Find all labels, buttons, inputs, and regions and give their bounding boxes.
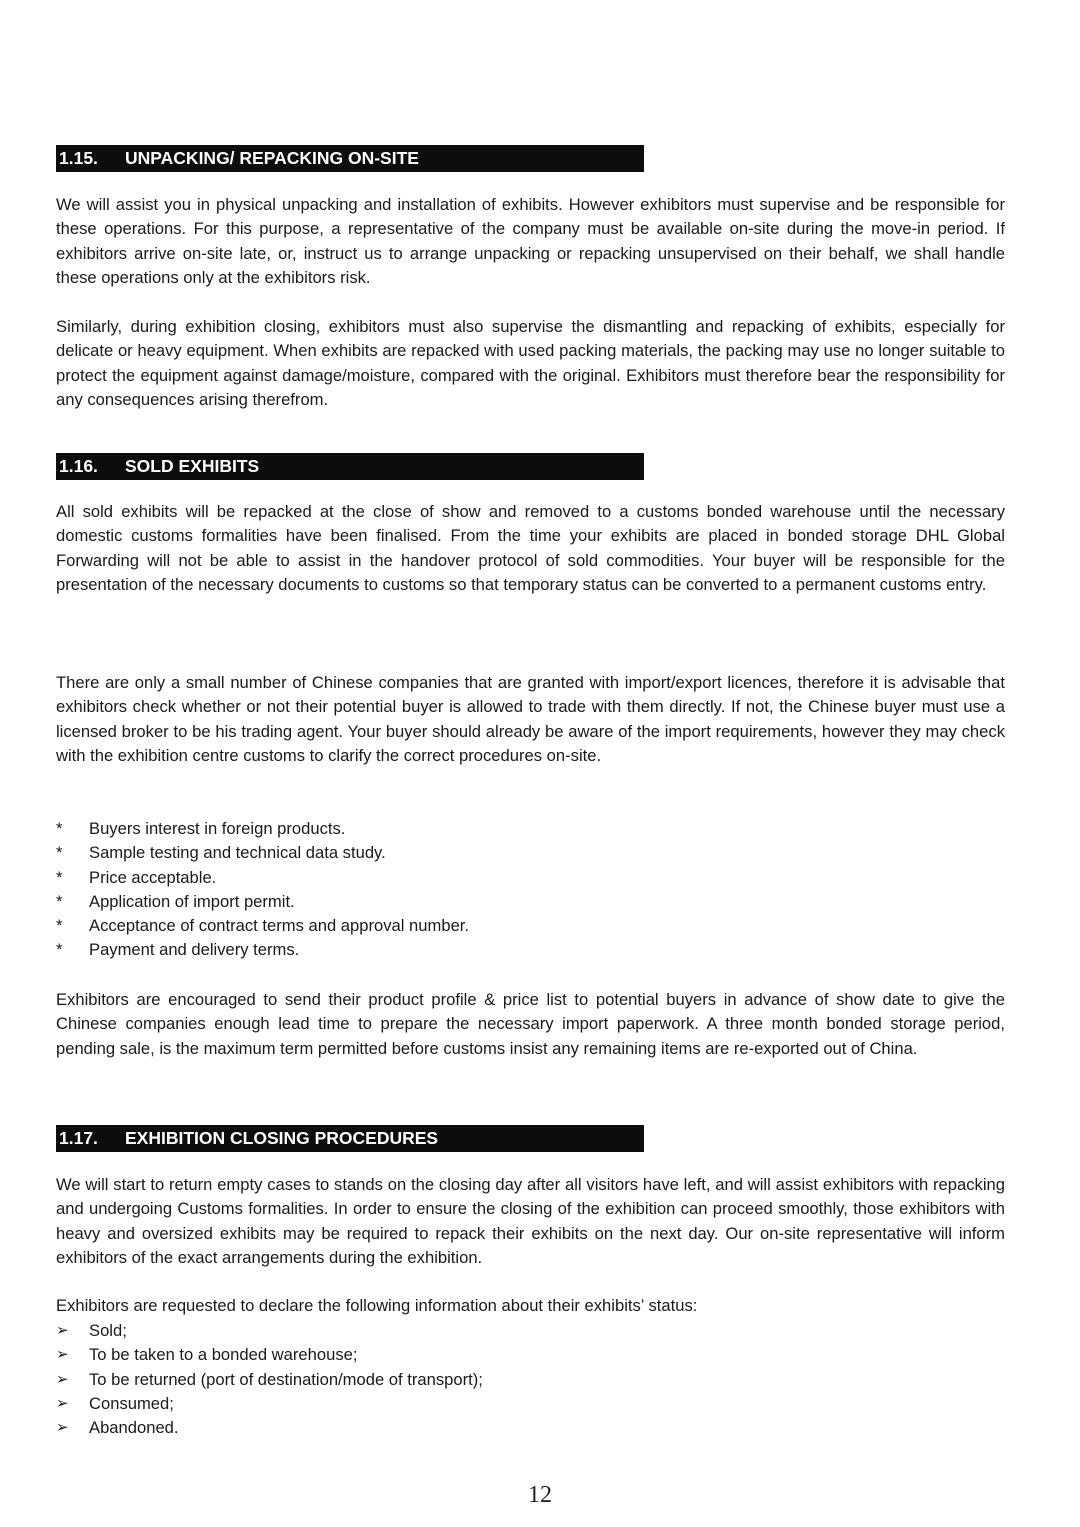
paragraph: All sold exhibits will be repacked at the close of show and removed to a customs bonded warehouse until the necessary domestic customs formalities have been finalised. From the time your exhibits are placed in bonded storage DHL Global Forwarding will not be able to assist in the handover protocol of sold commodities. Your buyer will be responsible for the presentation of the necessary documents to customs so that temporary status can be converted to a permanent customs entry. <box>56 502 1005 594</box>
arrow-bullet-list <box>56 1319 1005 1440</box>
arrow-bullet-icon: ➢ <box>56 1346 69 1364</box>
arrow-bullet-icon: ➢ <box>56 1394 69 1412</box>
arrow-bullet-icon: ➢ <box>56 1419 69 1437</box>
section-title: EXHIBITION CLOSING PROCEDURES <box>125 1128 439 1148</box>
list-item: * Acceptance of contract terms and approval number. <box>56 914 1005 938</box>
list-item: * Price acceptable. <box>56 866 1005 890</box>
list-item: ➢ Abandoned. <box>56 1416 1005 1440</box>
paragraph: There are only a small number of Chinese companies that are granted with import/export licences, therefore it is advisable that exhibitors check whether or not their potential buyer is allowed to trade with them directly. If not, the Chinese buyer must use a licensed broker to be his trading agent. Your buyer should already be aware of the import requirements, however they may check with the exhibition centre customs to clarify the correct procedures on-site. <box>56 673 1005 765</box>
list-item: ➢ To be returned (port of destination/mode of transport); <box>56 1368 1005 1392</box>
paragraph: Exhibitors are encouraged to send their product profile & price list to potential buyers in advance of show date to give the Chinese companies enough lead time to prepare the necessary import paperwork. A three month bonded storage period, pending sale, is the maximum term permitted before customs insist any remaining items are re-exported out of China. <box>56 990 1005 1058</box>
section-number: 1.17. <box>59 1128 98 1148</box>
section-number: 1.15. <box>59 148 98 168</box>
asterisk-bullet: * <box>56 867 63 887</box>
list-item: ➢ Sold; <box>56 1319 1005 1343</box>
paragraph: Similarly, during exhibition closing, exhibitors must also supervise the dismantling and repacking of exhibits, especially for delicate or heavy equipment. When exhibits are repacked with used packing materials, the packing may use no longer suitable to protect the equipment against damage/moisture, compared with the original. Exhibitors must therefore bear the responsibility for any consequences arising therefrom. <box>56 317 1005 409</box>
page-number: 12 <box>528 1482 552 1508</box>
arrow-bullet-icon: ➢ <box>56 1322 69 1339</box>
list-item: * Payment and delivery terms. <box>56 938 1005 962</box>
section-heading-1-17 <box>56 1125 644 1152</box>
asterisk-bullet: * <box>56 843 63 863</box>
paragraph: We will assist you in physical unpacking and installation of exhibits. However exhibitors must supervise and be responsible for these operations. For this purpose, a representative of the company must be available on-site during the move-in period. If exhibitors arrive on-site late, or, instruct us to arrange unpacking or repacking unsupervised on their behalf, we shall handle these operations only at the exhibitors risk. <box>56 195 1005 287</box>
list-item: * Application of import permit. <box>56 890 1005 914</box>
paragraph: We will start to return empty cases to stands on the closing day after all visitors have left, and will assist exhibitors with repacking and undergoing Customs formalities. In order to ensure the closing of the exhibition can proceed smoothly, those exhibitors with heavy and oversized exhibits may be required to repack their exhibits on the next day. Our on-site representative will inform exhibitors of the exact arrangements during the exhibition. <box>56 1175 1005 1267</box>
asterisk-bullet: * <box>56 819 63 838</box>
section-number: 1.16. <box>59 456 98 476</box>
list-item: ➢ Consumed; <box>56 1392 1005 1416</box>
list-item: * Sample testing and technical data study. <box>56 841 1005 865</box>
bullet-list <box>56 817 1005 963</box>
section-title: UNPACKING/ REPACKING ON-SITE <box>125 148 419 168</box>
section-title: SOLD EXHIBITS <box>125 456 260 476</box>
list-item: * Buyers interest in foreign products. <box>56 817 1005 841</box>
asterisk-bullet: * <box>56 891 63 911</box>
asterisk-bullet: * <box>56 916 63 936</box>
section-heading-1-16 <box>56 453 644 480</box>
asterisk-bullet: * <box>56 940 63 960</box>
list-item: ➢ To be taken to a bonded warehouse; <box>56 1343 1005 1367</box>
paragraph: Exhibitors are requested to declare the following information about their exhibits’ status: <box>56 1296 698 1315</box>
section-heading-1-15 <box>56 145 644 172</box>
arrow-bullet-icon: ➢ <box>56 1370 69 1388</box>
